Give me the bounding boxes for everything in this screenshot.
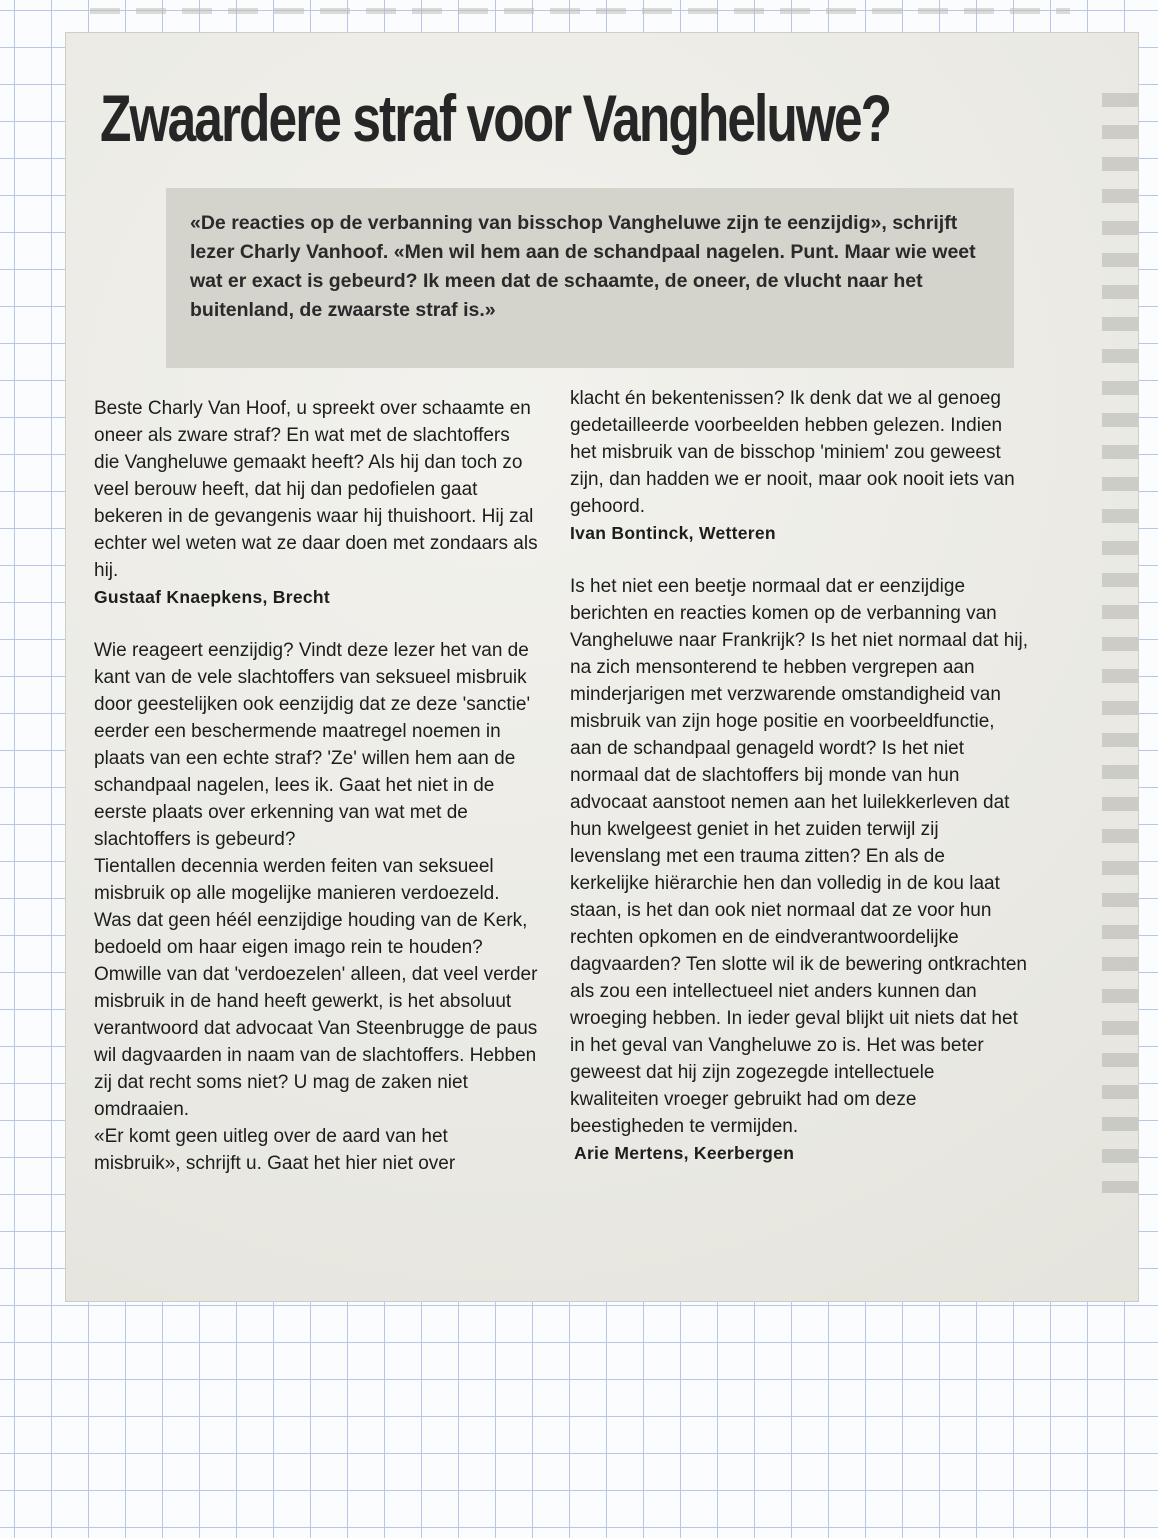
letter-1-signature: Gustaaf Knaepkens, Brecht: [94, 587, 331, 607]
letter-3-signature: Arie Mertens, Keerbergen: [574, 1143, 795, 1163]
letter-2-paragraph: Wie reageert eenzijdig? Vindt deze lezer het van de kant van de vele slachtoffers van seksueel misbruik door geestelijken ook eenzijdig dat ze deze 'sanctie' eerder een beschermende maatregel noemen in plaats van een echte straf? 'Ze' willen hem aan de schandpaal nagelen, lees ik. Gaat het niet in de eerste plaats over erkenning van wat met de slachtoffers is gebeurd?: [94, 640, 531, 850]
letter-2-paragraph-start: «Er komt geen uitleg over de aard van het misbruik», schrijft u. Gaat het hier niet over: [94, 1126, 456, 1174]
letter-1-paragraph: Beste Charly Van Hoof, u spreekt over schaamte en oneer als zware straf? En wat met de slachtoffers die Vangheluwe gemaakt heeft? Als hij dan toch zo veel berouw heeft, dat hij dan pedofielen gaat bekeren in de gevangenis waar hij thuishoort. Hij zal echter wel weten wat ze daar doen met zondaars als hij.: [94, 398, 538, 581]
intro-quote: «De reacties op de verbanning van bisschop Vangheluwe zijn te eenzijdig», schrijft lezer Charly Vanhoof. «Men wil hem aan de schandpaal nagelen. Punt. Maar wie weet wat er exact is gebeurd? Ik meen dat de schaamte, de oneer, de vlucht naar het buitenland, de zwaarste straf is.»: [190, 212, 976, 321]
cut-edge-previous-article: [90, 8, 1070, 14]
column-left: [94, 395, 539, 1177]
column-right: [570, 385, 1028, 1167]
spacer: [570, 547, 1028, 573]
spacer: [94, 611, 539, 637]
letter-2-paragraph-continued: klacht én bekentenissen? Ik denk dat we al genoeg gedetailleerde voorbeelden hebben gelezen. Indien het misbruik van de bisschop 'miniem' zou geweest zijn, dan hadden we er nooit, maar ook nooit iets van gehoord.: [570, 388, 1015, 517]
cut-edge-adjacent-column: [1102, 93, 1138, 1193]
headline: Zwaardere straf voor Vangheluwe?: [100, 81, 891, 155]
letter-2-paragraph: Tientallen decennia werden feiten van seksueel misbruik op alle mogelijke manieren verdoezeld. Was dat geen héél eenzijdige houding van de Kerk, bedoeld om haar eigen imago rein te houden? Omwille van dat 'verdoezelen' alleen, dat veel verder misbruik in de hand heeft gewerkt, is het absoluut verantwoord dat advocaat Van Steenbrugge de paus wil dagvaarden in naam van de slachtoffers. Hebben zij dat recht soms niet? U mag de zaken niet omdraaien.: [94, 856, 538, 1120]
letter-2-signature: Ivan Bontinck, Wetteren: [570, 523, 776, 543]
letter-3-paragraph: Is het niet een beetje normaal dat er eenzijdige berichten en reacties komen op de verbanning van Vangheluwe naar Frankrijk? Is het niet normaal dat hij, na zich mensonterend te hebben vergrepen aan minderjarigen met verzwarende omstandigheid van misbruik van zijn hoge positie en voorbeeldfunctie, aan de schandpaal genageld wordt? Is het niet normaal dat de slachtoffers bij monde van hun advocaat aanstoot nemen aan het luilekkerleven dat hun kwelgeest geniet in het zuiden terwijl zij levenslang met een trauma zitten? En als de kerkelijke hiërarchie hen dan volledig in de kou laat staan, is het dan ook niet normaal dat ze voor hun rechten opkomen en de eindverantwoordelijke dagvaarden? Ten slotte wil ik de bewering ontkrachten als zou een intellectueel niet anders kunnen dan wroeging hebben. In ieder geval blijkt uit niets dat het in het geval van Vangheluwe zo is. Het was beter geweest dat hij zijn zogezegde intellectuele kwaliteiten vroeger gebruikt had om deze beestigheden te vermijden.: [570, 576, 1029, 1137]
